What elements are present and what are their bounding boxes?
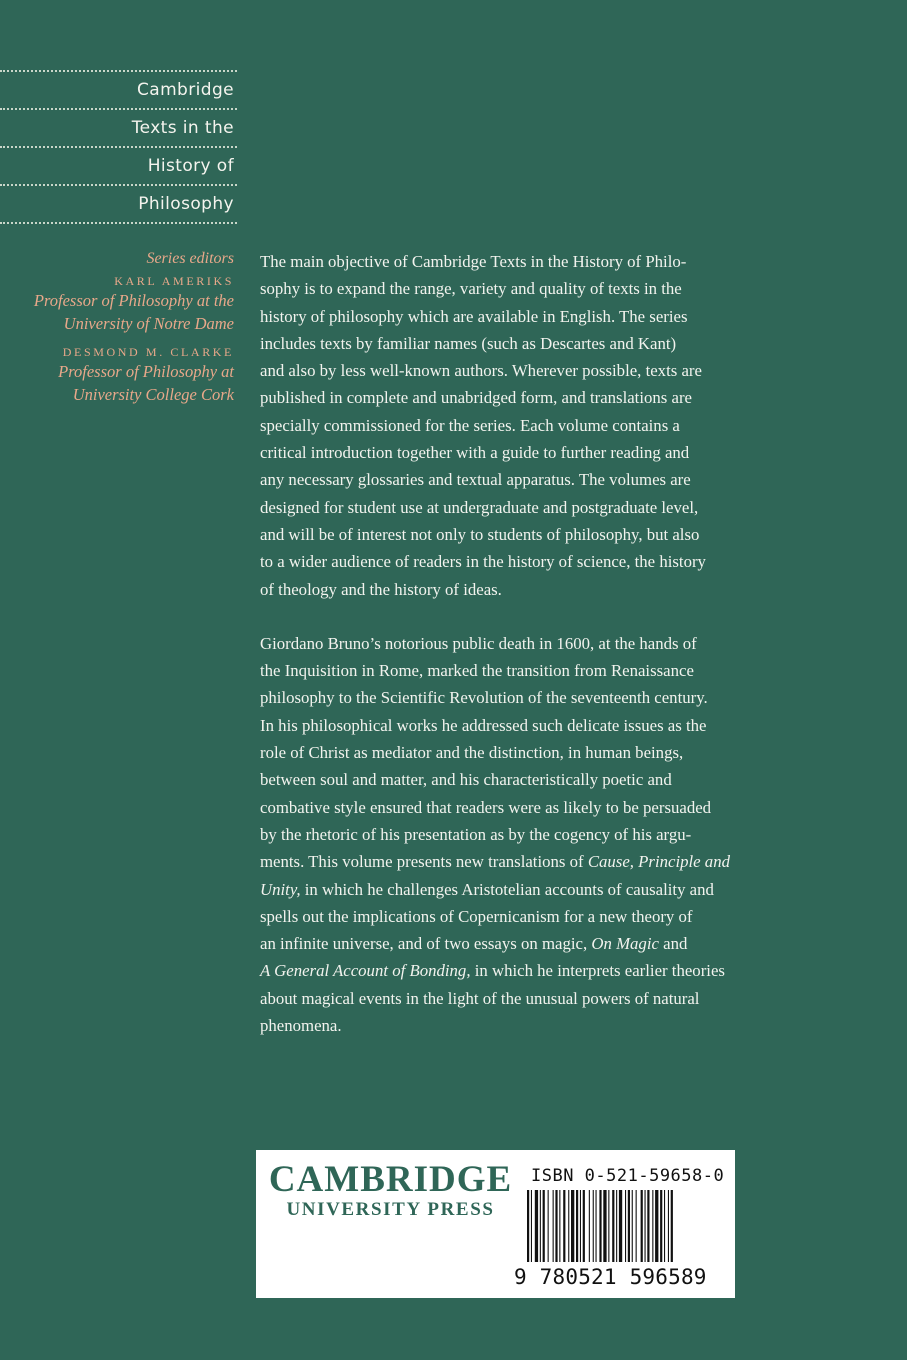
series-title-block <box>0 70 237 224</box>
editor-title-line: Professor of Philosophy at the <box>33 291 234 310</box>
editor-title <box>0 289 234 335</box>
series-description-paragraph: The main objective of Cambridge Texts in the History of Philo- sophy is to expand the range, variety and quality of texts in the history of philosophy which are available in English. The series includes texts by familiar names (such as Descartes and Kant) and also by less well-known authors. Wherever possible, texts are published in complete and unabridged form, and translations are specially commissioned for the series. Each volume contains a critical introduction together with a guide to further reading and any necessary glossaries and textual apparatus. The volumes are designed for student use at undergraduate and postgraduate level, and will be of interest not only to students of philosophy, but also to a wider audience of readers in the history of science, the history of theology and the history of ideas. <box>260 252 706 599</box>
series-title-line: History of <box>147 156 234 176</box>
editor-title-line: University of Notre Dame <box>63 314 234 333</box>
book-title-italic: Unity, <box>260 879 301 899</box>
back-cover-description <box>260 248 770 1039</box>
editor-title <box>0 360 234 406</box>
series-title-line: Cambridge <box>137 80 234 100</box>
barcode-icon <box>527 1190 727 1262</box>
dotted-divider <box>0 222 237 224</box>
book-title-italic: On Magic <box>591 934 659 954</box>
editor-title-line: Professor of Philosophy at <box>58 362 234 381</box>
editor-title-line: University College Cork <box>72 385 234 404</box>
barcode-digits: 9 780521 596589 <box>514 1265 707 1289</box>
series-title-line: Philosophy <box>138 194 234 214</box>
book-title-italic: Cause, Principle and <box>587 852 730 872</box>
book-description-paragraph: Giordano Bruno’s notorious public death in 1600, at the hands of the Inquisition in Rome, marked the transition from Renaissance philosophy to the Scientific Revolution of the seventeenth century. In his philosophical works he addressed such delicate issues as the role of Christ as mediator and the distinction, in human beings, between soul and matter, and his characteristically poetic and combative style ensured that readers were as likely to be persuaded by the rhetoric of his presentation as by the cogency of his argu- ments. This volume presents new translations of Cause, Principle and Unity, in which he challenges Aristotelian accounts of causality and spells out the implications of Copernicanism for a new theory of an infinite universe, and of two essays on magic, On Magic and A General Account of Bonding, in which he interprets earlier theories about magical events in the light of the unusual powers of natural phenomena. <box>260 633 730 1036</box>
publisher-logo <box>268 1160 513 1221</box>
series-editors <box>0 250 234 416</box>
book-title-italic: A General Account of Bonding, <box>260 961 471 981</box>
publisher-barcode-panel <box>256 1150 735 1298</box>
publisher-subname: UNIVERSITY PRESS <box>286 1199 495 1220</box>
series-editors-heading: Series editors <box>146 250 234 267</box>
series-title-line: Texts in the <box>131 118 234 138</box>
editor-name: KARL AMERIKS <box>114 274 234 288</box>
isbn-label: ISBN 0-521-59658-0 <box>531 1166 725 1186</box>
publisher-name: CAMBRIDGE <box>268 1159 513 1200</box>
editor-name: DESMOND M. CLARKE <box>62 345 234 359</box>
